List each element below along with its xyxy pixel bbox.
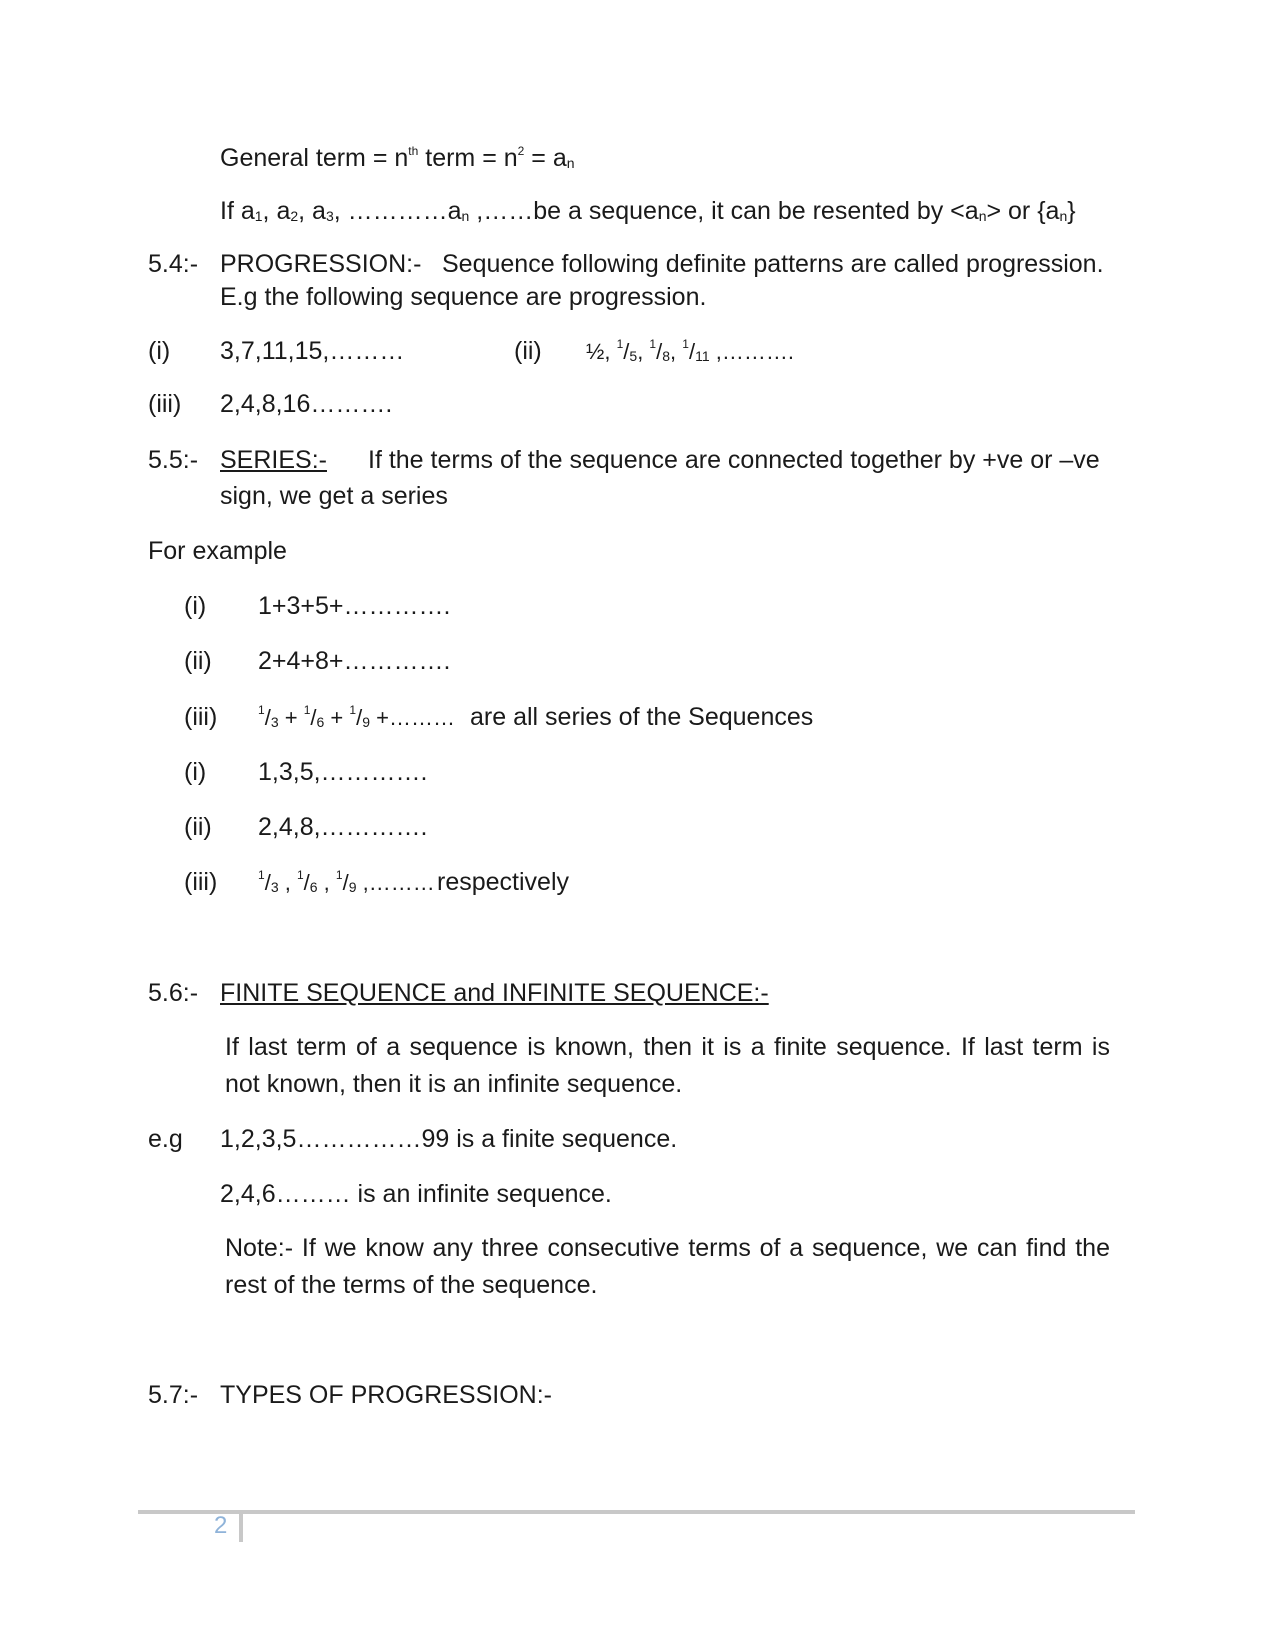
sequence-text-5: 2,4,8,…………. (258, 813, 428, 841)
prog-text-iii: 2,4,8,16………. (220, 390, 393, 418)
series-label-3: (iii) (184, 703, 218, 731)
page-number: 2 (214, 1512, 228, 1539)
section-5-7-number: 5.7:- (148, 1381, 199, 1409)
section-5-5-heading: SERIES:- (220, 446, 327, 474)
series-note-3: are all series of the Sequences (470, 703, 814, 731)
sequence-label-4: (i) (184, 758, 207, 786)
sequence-text-6: $^1$/3 , $^1$/6 , $^1$/9 ,……… (258, 868, 435, 895)
series-label-2: (ii) (184, 647, 212, 675)
section-5-5-text-line2: sign, we get a series (220, 482, 448, 510)
sequence-text-4: 1,3,5,…………. (258, 758, 428, 786)
sequence-note-6: respectively (437, 868, 569, 896)
section-5-4-heading: PROGRESSION:- (220, 250, 422, 278)
series-text-2: 2+4+8+…………. (258, 647, 451, 675)
series-label-1: (i) (184, 592, 207, 620)
sequence-label-6: (iii) (184, 868, 218, 896)
section-5-4-number: 5.4:- (148, 250, 199, 278)
series-text-3: $^1$/3 + $^1$/6 + $^1$/9 +……… (258, 703, 455, 730)
section-5-5-text-line1: If the terms of the sequence are connected together by +ve or –ve (368, 446, 1100, 474)
series-text-1: 1+3+5+…………. (258, 592, 451, 620)
note-paragraph: Note:- If we know any three consecutive terms of a sequence, we can find the rest of the terms of the sequence. (225, 1234, 1110, 1299)
footer-rule (138, 1510, 1135, 1514)
infinite-example: 2,4,6……… is an infinite sequence. (220, 1180, 612, 1208)
general-term-line: General term = $n^{th}$ term = $n^2$ = an (220, 144, 575, 172)
section-5-6-number: 5.6:- (148, 979, 199, 1007)
eg-label: e.g (148, 1125, 183, 1153)
prog-text-ii: ½, $^1$/5, $^1$/8, $^1$/11 ,………. (586, 337, 794, 364)
sequence-notation-line: If a1, a2, a3, …………an ,……be a sequence, it can be resented by <an> or {an} (220, 197, 1076, 225)
finite-example: 1,2,3,5……………99 is a finite sequence. (220, 1125, 678, 1153)
section-5-5-number: 5.5:- (148, 446, 199, 474)
prog-text-i: 3,7,11,15,……… (220, 337, 405, 365)
page-number-divider (239, 1514, 243, 1542)
prog-label-i: (i) (148, 337, 171, 365)
prog-label-ii: (ii) (514, 337, 542, 365)
section-5-7-heading: TYPES OF PROGRESSION:- (220, 1381, 552, 1409)
section-5-4-text-line1: Sequence following definite patterns are called progression. (442, 250, 1104, 278)
for-example-label: For example (148, 537, 287, 565)
section-5-6-paragraph: If last term of a sequence is known, then it is a finite sequence. If last term is not known, then it is an infinite sequence. (225, 1033, 1110, 1098)
section-5-6-heading: FINITE SEQUENCE and INFINITE SEQUENCE:- (220, 979, 769, 1007)
sequence-label-5: (ii) (184, 813, 212, 841)
prog-label-iii: (iii) (148, 390, 182, 418)
section-5-4-text-line2: E.g the following sequence are progression. (220, 283, 707, 311)
